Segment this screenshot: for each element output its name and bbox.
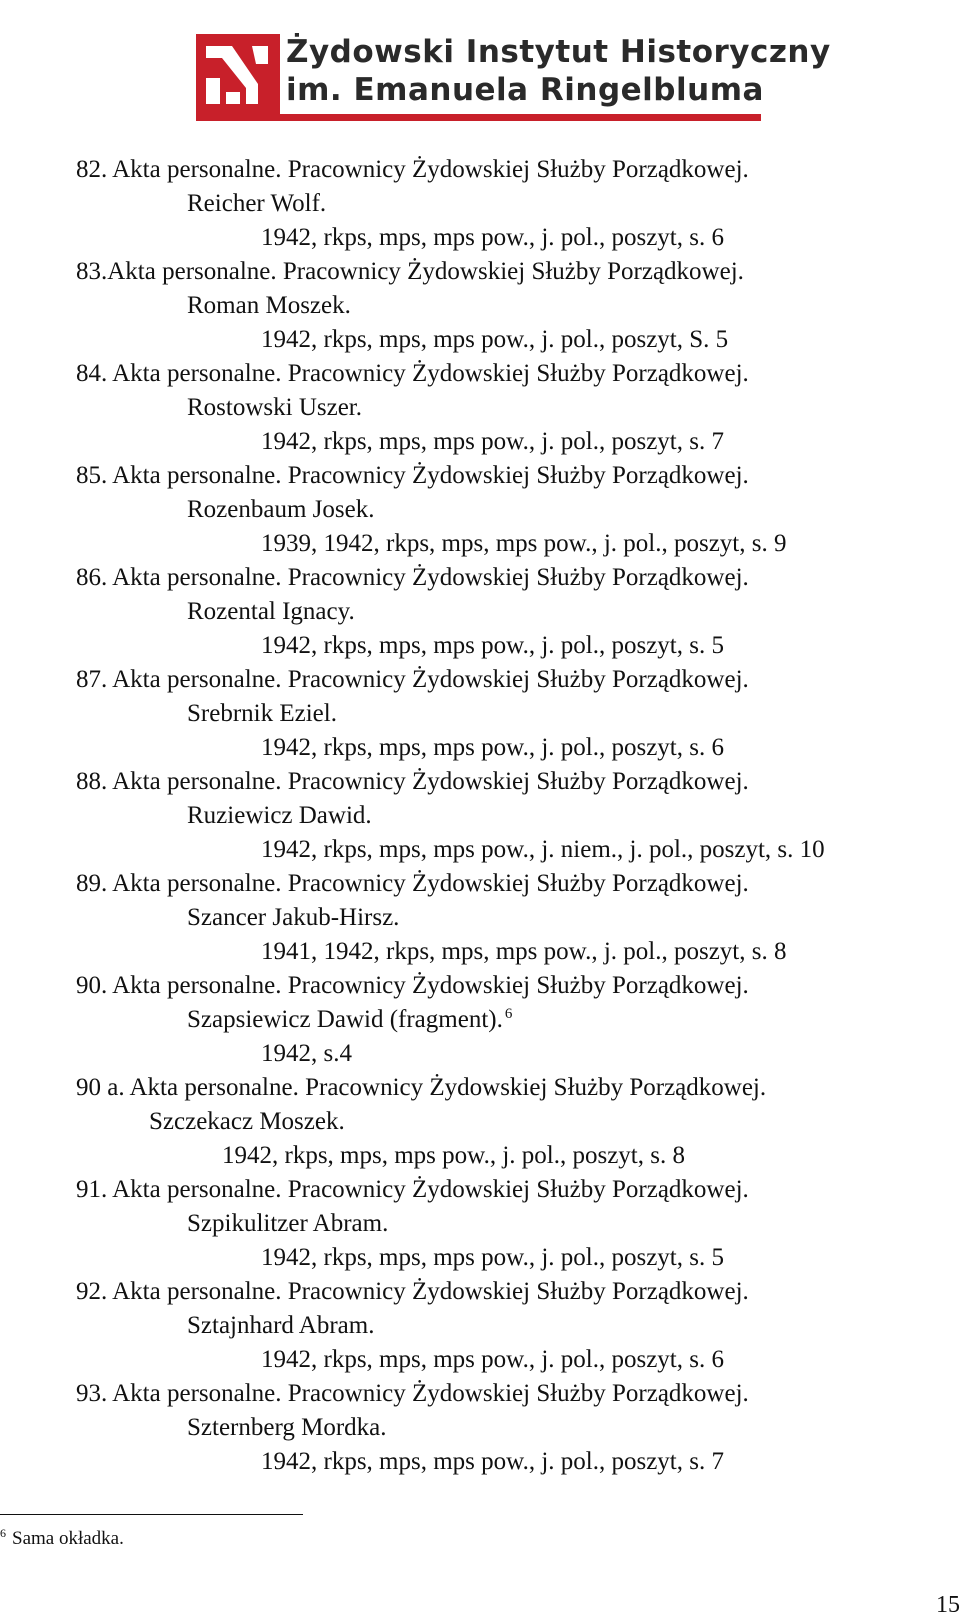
entry-title: 91. Akta personalne. Pracownicy Żydowskiej Służby Porządkowej. [76,1176,749,1203]
catalogue-entry [0,459,960,561]
entry-title: 92. Akta personalne. Pracownicy Żydowskiej Służby Porządkowej. [76,1278,749,1305]
entry-details: 1942, s.4 [261,1040,352,1067]
entry-name-line [0,1207,960,1241]
entry-title: 90 a. Akta personalne. Pracownicy Żydowskiej Służby Porządkowej. [76,1074,767,1101]
entry-details: 1942, rkps, mps, mps pow., j. pol., poszyt, s. 6 [261,1346,724,1373]
catalogue-entry [0,561,960,663]
entry-name: Szpikulitzer Abram. [187,1210,389,1237]
catalogue-entry [0,255,960,357]
entry-name: Ruziewicz Dawid. [187,802,372,829]
entry-name-line [0,697,960,731]
entry-details: 1942, rkps, mps, mps pow., j. pol., poszyt, s. 8 [222,1142,685,1169]
institute-logo [196,34,831,122]
entry-details: 1942, rkps, mps, mps pow., j. pol., poszyt, s. 5 [261,1244,724,1271]
entry-name: Rozenbaum Josek. [187,496,375,523]
entry-details: 1942, rkps, mps, mps pow., j. pol., poszyt, s. 5 [261,632,724,659]
catalogue-entry [0,357,960,459]
entry-name-line [0,289,960,323]
entry-details: 1942, rkps, mps, mps pow., j. pol., poszyt, s. 6 [261,734,724,761]
entry-title: 93. Akta personalne. Pracownicy Żydowskiej Służby Porządkowej. [76,1380,749,1407]
logo-title-line-2: im. Emanuela Ringelbluma [286,72,764,108]
footnote-number: 6 [0,1525,6,1540]
entry-name-line [0,391,960,425]
entry-name: Roman Moszek. [187,292,351,319]
catalogue-entry [0,1173,960,1275]
footnote-text: Sama okładka. [12,1528,124,1549]
entry-title: 86. Akta personalne. Pracownicy Żydowskiej Służby Porządkowej. [76,564,749,591]
institute-emblem-icon [196,34,280,116]
entry-name-line [0,1411,960,1445]
entry-title: 89. Akta personalne. Pracownicy Żydowskiej Służby Porządkowej. [76,870,749,897]
page-number: 15 [936,1592,960,1618]
entry-name: Sztajnhard Abram. [187,1312,375,1339]
entry-title: 84. Akta personalne. Pracownicy Żydowskiej Służby Porządkowej. [76,360,749,387]
catalogue-entry [0,1377,960,1479]
entry-name-line [0,493,960,527]
entry-name: Szczekacz Moszek. [149,1108,345,1135]
entry-name: Reicher Wolf. [187,190,327,217]
entry-details: 1942, rkps, mps, mps pow., j. pol., poszyt, s. 7 [261,1448,724,1475]
entry-details: 1942, rkps, mps, mps pow., j. pol., poszyt, S. 5 [261,326,729,353]
entry-name: Szapsiewicz Dawid (fragment). [187,1006,503,1033]
entry-name-line [0,799,960,833]
entry-title: 82. Akta personalne. Pracownicy Żydowskiej Służby Porządkowej. [76,156,749,183]
footnote [0,1525,124,1550]
entry-details: 1942, rkps, mps, mps pow., j. pol., poszyt, s. 7 [261,428,724,455]
entry-title: 83.Akta personalne. Pracownicy Żydowskiej Służby Porządkowej. [76,258,744,285]
footnote-divider [0,1514,303,1515]
entry-name-line [0,1309,960,1343]
catalogue-entry [0,1071,960,1173]
catalogue-entry [0,969,960,1071]
entry-details: 1942, rkps, mps, mps pow., j. pol., poszyt, s. 6 [261,224,724,251]
entry-name: Szancer Jakub-Hirsz. [187,904,400,931]
catalogue-entry [0,867,960,969]
entry-details: 1942, rkps, mps, mps pow., j. niem., j. pol., poszyt, s. 10 [261,836,825,863]
entry-name-line [0,901,960,935]
catalogue-entry [0,153,960,255]
footnote-reference: 6 [504,1005,513,1022]
entry-name: Rozental Ignacy. [187,598,355,625]
entry-name: Rostowski Uszer. [187,394,362,421]
catalogue-entry [0,663,960,765]
entry-title: 90. Akta personalne. Pracownicy Żydowskiej Służby Porządkowej. [76,972,749,999]
logo-title-line-1: Żydowski Instytut Historyczny [286,34,831,70]
entry-name: Szternberg Mordka. [187,1414,387,1441]
entry-details: 1941, 1942, rkps, mps, mps pow., j. pol., poszyt, s. 8 [261,938,787,965]
entry-name-line [0,1003,960,1037]
logo-underline [196,114,761,121]
entry-name-line [0,1105,960,1139]
entry-name-line [0,187,960,221]
entry-title: 87. Akta personalne. Pracownicy Żydowskiej Służby Porządkowej. [76,666,749,693]
entry-title: 85. Akta personalne. Pracownicy Żydowskiej Służby Porządkowej. [76,462,749,489]
catalogue-entry [0,765,960,867]
catalogue-entries [0,153,960,1479]
entry-name: Srebrnik Eziel. [187,700,337,727]
entry-name-line [0,595,960,629]
entry-details: 1939, 1942, rkps, mps, mps pow., j. pol., poszyt, s. 9 [261,530,787,557]
entry-title: 88. Akta personalne. Pracownicy Żydowskiej Służby Porządkowej. [76,768,749,795]
catalogue-entry [0,1275,960,1377]
